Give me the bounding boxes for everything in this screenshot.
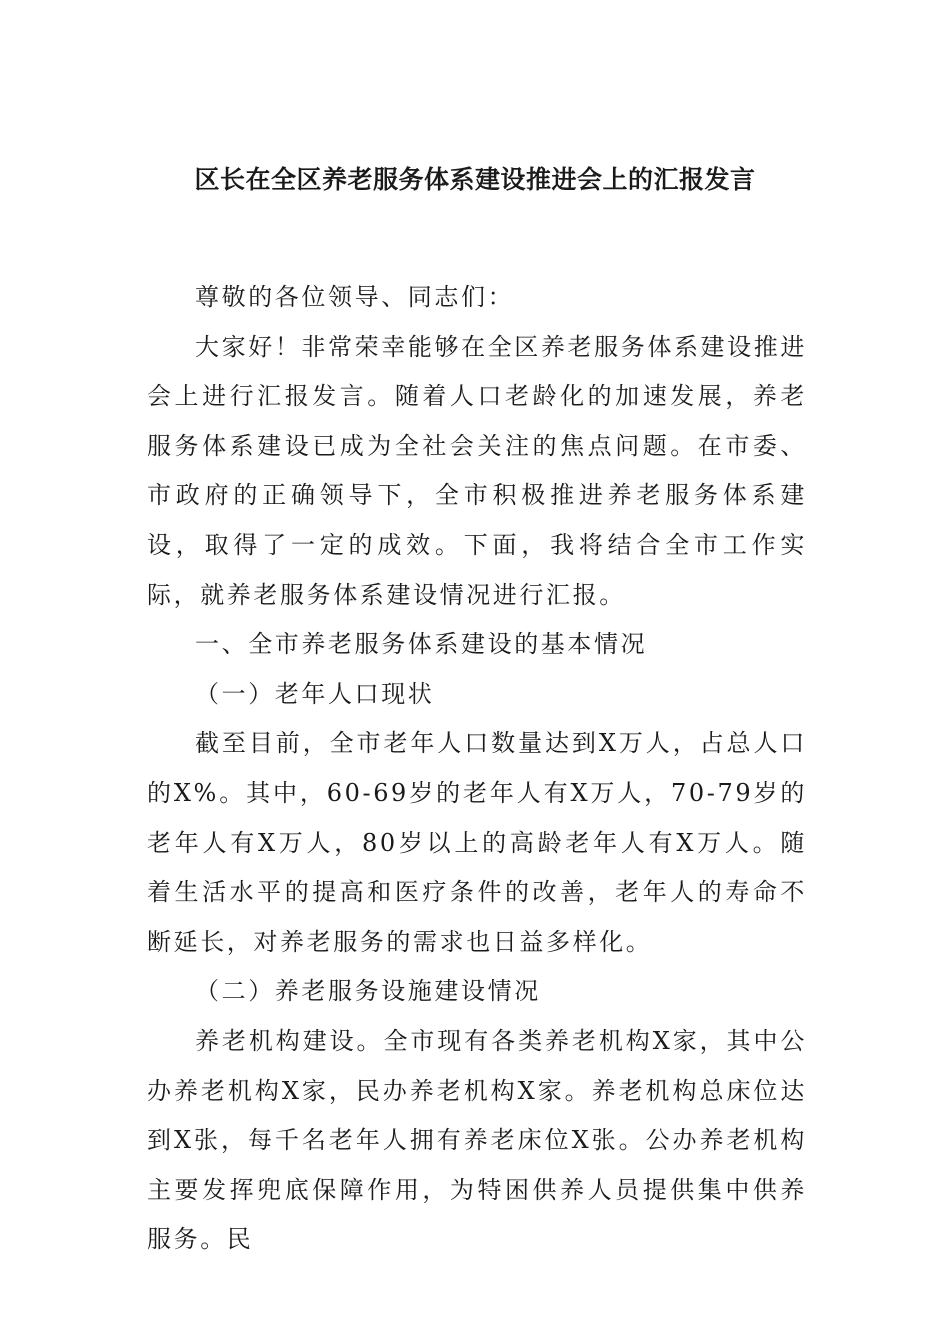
salutation-paragraph: 尊敬的各位领导、同志们：	[195, 283, 515, 311]
population-paragraph: 截至目前，全市老年人口数量达到X万人，占总人口的X%。其中，60-69岁的老年人有X万人，70-79岁的老年人有X万人，80岁以上的高龄老年人有X万人。随着生活水平的提高和医疗条件的改善，老年人的寿命不断延长，对养老服务的需求也日益多样化。	[147, 729, 807, 956]
section-heading: 一、全市养老服务体系建设的基本情况	[195, 630, 648, 659]
document-title: 区长在全区养老服务体系建设推进会上的汇报发言	[194, 165, 756, 194]
opening-paragraph: 大家好！非常荣幸能够在全区养老服务体系建设推进会上进行汇报发言。随着人口老龄化的加速发展，养老服务体系建设已成为全社会关注的焦点问题。在市委、市政府的正确领导下，全市积极推进养老服务体系建设，取得了一定的成效。下面，我将结合全市工作实际，就养老服务体系建设情况进行汇报。	[147, 332, 807, 609]
document-body	[147, 273, 807, 1265]
subsection-heading-2: （二）养老服务设施建设情况	[195, 977, 541, 1006]
subsection-heading-1: （一）老年人口现状	[195, 679, 435, 708]
facilities-paragraph: 养老机构建设。全市现有各类养老机构X家，其中公办养老机构X家，民办养老机构X家。养老机构总床位达到X张，每千名老年人拥有养老床位X张。公办养老机构主要发挥兜底保障作用，为特困供养人员提供集中供养服务。民	[147, 1026, 807, 1254]
